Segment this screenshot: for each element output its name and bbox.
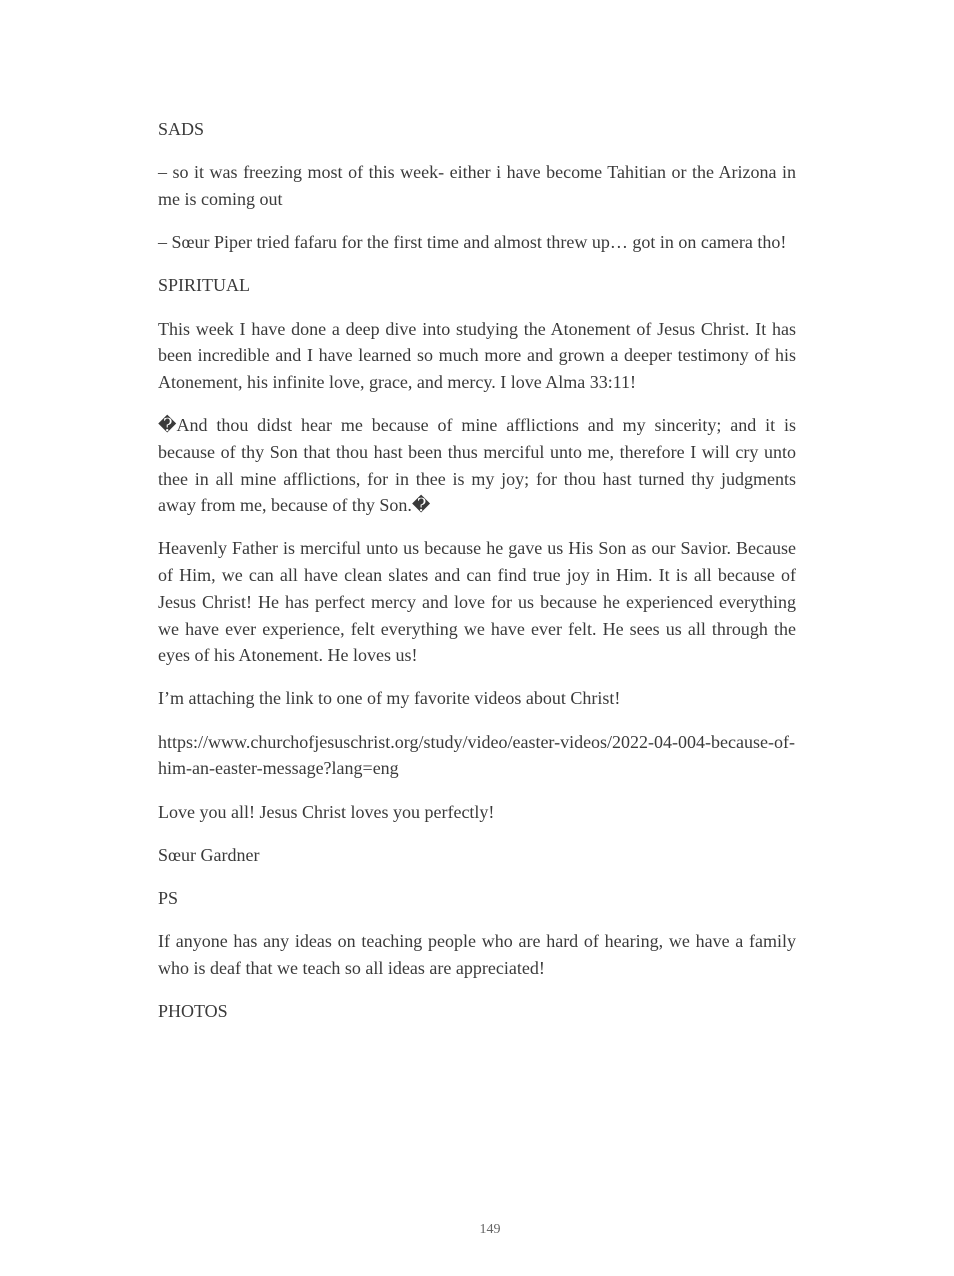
- ps-heading: PS: [158, 887, 179, 908]
- spiritual-paragraph-2: Heavenly Father is merciful unto us because he gave us His Son as our Savior. Because of Him, we can all have clean slates and can find true joy in Him. It is all because of Jesus Christ! He has perfect mercy and love for us because he experienced everything we have ever experience, felt everything we have ever felt. He sees us all through the eyes of his Atonement. He loves us!: [158, 538, 796, 666]
- scripture-quote: �And thou didst hear me because of mine afflictions and my sincerity; and it is because of thy Son that thou hast been thus merciful unto me, therefore I will cry unto thee in all mine afflictions, for in thee is my joy; for thou hast turned thy judgments away from me, because of thy Son.�: [158, 415, 796, 516]
- page-number: 149: [479, 1222, 501, 1237]
- sads-item-2: – Sœur Piper tried fafaru for the first time and almost threw up… got in on camera tho!: [158, 232, 787, 253]
- ps-paragraph: If anyone has any ideas on teaching people who are hard of hearing, we have a family who is deaf that we teach so all ideas are appreciated!: [158, 931, 796, 978]
- video-url-link[interactable]: https://www.churchofjesuschrist.org/study/video/easter-videos/2022-04-004-because-of-him-an-easter-message?lang=eng: [158, 731, 795, 779]
- sads-item-1: – so it was freezing most of this week- either i have become Tahitian or the Arizona in me is coming out: [158, 162, 796, 209]
- signature: Sœur Gardner: [158, 844, 260, 865]
- sads-heading: SADS: [158, 119, 205, 139]
- spiritual-heading: SPIRITUAL: [158, 275, 251, 296]
- link-intro: I’m attaching the link to one of my favorite videos about Christ!: [158, 688, 621, 709]
- photos-heading: PHOTOS: [158, 1001, 228, 1022]
- spiritual-paragraph-1: This week I have done a deep dive into studying the Atonement of Jesus Christ. It has been incredible and I have learned so much more and grown a deeper testimony of his Atonement, his infinite love, grace, and mercy. I love Alma 33:11!: [158, 318, 796, 392]
- document-body: [158, 116, 796, 1041]
- closing-line: Love you all! Jesus Christ loves you perfectly!: [158, 801, 495, 822]
